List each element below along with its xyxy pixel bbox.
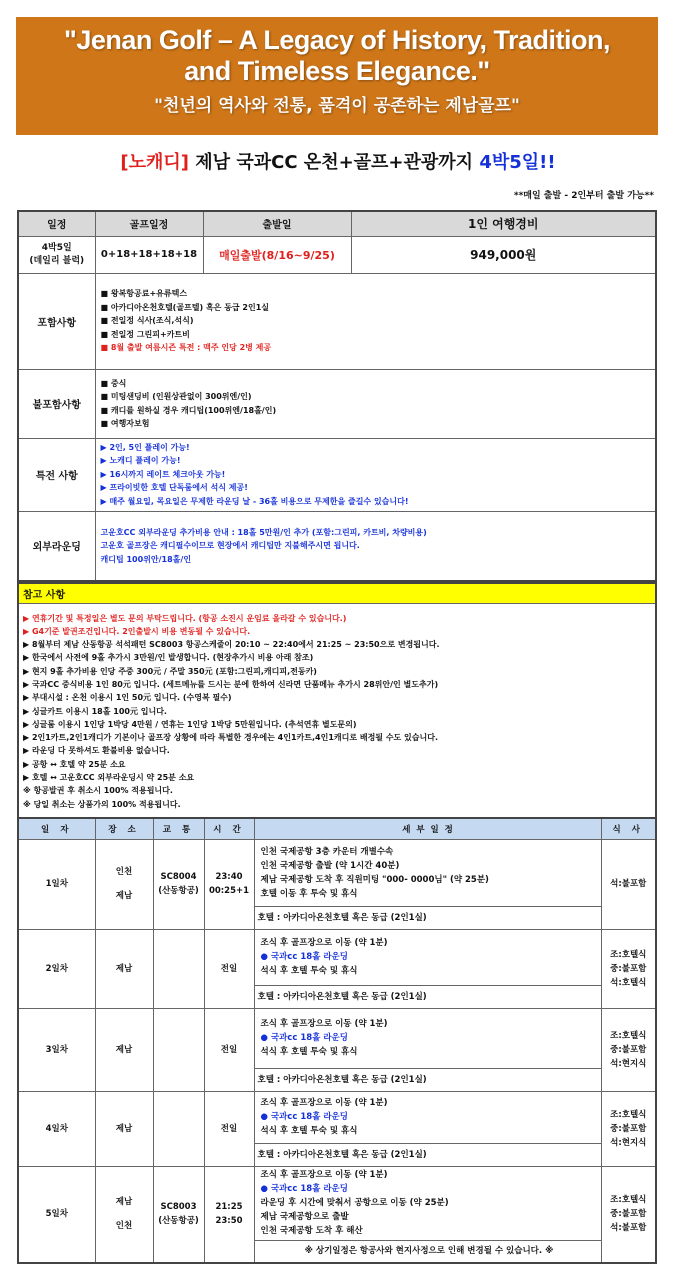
detail-line: 조식 후 골프장으로 이동 (약 1분)	[260, 1170, 388, 1180]
transport-cell	[153, 1166, 204, 1263]
detail-line: 조식 후 골프장으로 이동 (약 1분)	[260, 1019, 388, 1029]
meal-item: 조:호텔식	[610, 1195, 647, 1206]
place-cell	[95, 1008, 153, 1091]
departure-value: 매일출발(8/16~9/25)	[203, 236, 351, 273]
day-cell	[18, 839, 95, 929]
hotel-info: 호텔 : 아카디아온천호텔 혹은 동급 (2인1실)	[254, 1068, 601, 1091]
included-item: ■ 전일정 그린피+카트비	[100, 329, 190, 339]
meal-item: 중:불포함	[610, 1044, 647, 1055]
header-transport: 교 통	[153, 818, 204, 839]
notes-list	[18, 603, 656, 820]
time1: 21:25	[215, 1202, 243, 1213]
detail-line: 호텔 이동 후 투숙 및 휴식	[260, 888, 358, 899]
time-cell	[204, 1166, 254, 1263]
detail-line: ● 국과cc 18홀 라운딩	[260, 952, 348, 962]
hotel-info: 호텔 : 아카디아온천호텔 혹은 동급 (2인1실)	[254, 1143, 601, 1166]
meal-item: 석:불포함	[610, 1223, 647, 1234]
excluded-item: ■ 여행자보험	[100, 419, 150, 428]
transport2: (산동항공)	[158, 1216, 199, 1227]
included-item: ■ 아카디아온천호텔(골프텔) 혹은 동급 2인1실	[100, 302, 270, 312]
note-item: ▶ 한국에서 사전에 9홀 추가시 3만원/인 발생합니다. (현장추가시 비용 아래 참조)	[23, 653, 314, 663]
summary-table	[17, 210, 657, 582]
header-meals: 식 사	[601, 818, 656, 839]
meal-item: 중:불포함	[610, 1209, 647, 1220]
detail-line: ● 국과cc 18홀 라운딩	[260, 1184, 348, 1194]
place-cell	[95, 929, 153, 1008]
schedule-cell	[18, 236, 95, 273]
day-cell	[18, 929, 95, 1008]
transport1: SC8003	[160, 1202, 197, 1213]
meal-item: 조:호텔식	[610, 949, 647, 960]
header-time: 시 간	[204, 818, 254, 839]
transport-cell	[153, 1008, 204, 1091]
itinerary-table	[17, 817, 657, 1264]
title-main: 제남 국과CC 온천+골프+관광까지	[189, 152, 480, 173]
day-cell	[18, 1091, 95, 1166]
note-item: ▶ 공항 ↔ 호텔 약 25분 소요	[23, 759, 126, 769]
meal-item: 중:불포함	[610, 963, 647, 974]
notes-heading: 참고 사항	[18, 583, 656, 603]
meals-cell	[601, 1166, 656, 1263]
place-cell	[95, 1091, 153, 1166]
included-highlight: ■ 8월 출발 여름시즌 특전 : 맥주 인당 2병 제공	[100, 343, 272, 353]
transport1: SC8004	[160, 872, 197, 882]
benefit-item: ▶ 매주 월요일, 목요일은 무제한 라운딩 날 - 36홀 비용으로 무제한을 즐길수 있습니다!	[100, 496, 409, 506]
meal-item: 석:현지식	[610, 1058, 647, 1069]
time-cell	[204, 1008, 254, 1091]
transport-cell	[153, 839, 204, 929]
transport-cell	[153, 929, 204, 1008]
place2: 제남	[115, 891, 133, 901]
meal-item: 석:불포함	[610, 879, 647, 889]
benefit-item: ▶ 2인, 5인 플레이 가능!	[100, 442, 190, 452]
meals-cell	[601, 1008, 656, 1091]
day-cell	[18, 1166, 95, 1263]
excluded-item: ■ 미팅샌딩비 (인원상관없이 300위엔/인)	[100, 392, 252, 401]
note-item: ▶ 호텔 ↔ 고운호CC 외부라운딩시 약 25분 소요	[23, 773, 195, 783]
time2: 00:25+1	[208, 886, 250, 896]
banner-english-line1: "Jenan Golf – A Legacy of History, Tradition,	[64, 25, 610, 55]
details-cell	[254, 1166, 601, 1240]
time2: 23:50	[215, 1216, 243, 1227]
place-cell	[95, 839, 153, 929]
place1: 제남	[115, 1123, 133, 1134]
outside-label: 외부라운딩	[18, 511, 95, 581]
itinerary-row	[18, 1166, 656, 1240]
outside-item: 고운호 골프장은 캐디필수이므로 현장에서 캐디팁만 지불해주시면 됩니다.	[100, 541, 360, 550]
place-cell	[95, 1166, 153, 1263]
header-details: 세 부 일 정	[254, 818, 601, 839]
price-value: 949,000원	[351, 236, 656, 273]
note-item: ※ 항공발권 후 취소시 100% 적용됩니다.	[23, 786, 173, 796]
details-cell	[254, 1008, 601, 1068]
meals-cell	[601, 929, 656, 1008]
place1: 제남	[115, 963, 133, 974]
note-item: ▶ 싱글카트 이용시 18홀 100元 입니다.	[23, 706, 167, 716]
benefits-label: 특전 사항	[18, 438, 95, 511]
transport2: (산동항공)	[158, 886, 199, 896]
header-price: 1인 여행경비	[351, 211, 656, 236]
meal-item: 조:호텔식	[610, 1109, 647, 1120]
note-item: ▶ G4기준 발권조건입니다. 2인출발시 비용 변동될 수 있습니다.	[23, 626, 251, 636]
included-list	[95, 273, 656, 369]
detail-line: 인천 국제공항 도착 후 해산	[260, 1226, 363, 1236]
benefit-item: ▶ 16시까지 레이트 체크아웃 가능!	[100, 469, 226, 479]
day-label: 5일차	[45, 1209, 68, 1220]
detail-line: 조식 후 골프장으로 이동 (약 1분)	[260, 938, 388, 948]
note-item: ▶ 국과CC 중식비용 1인 80元 입니다. (세트메뉴를 드시는 분에 한하여 신라면 단품메뉴 추가시 28위안/인 별도추가)	[23, 679, 439, 689]
detail-line: ● 국과cc 18홀 라운딩	[260, 1112, 348, 1122]
benefits-list	[95, 438, 656, 511]
schedule-sub: (데일리 블럭)	[29, 255, 85, 266]
day-label: 3일차	[45, 1044, 68, 1055]
detail-line: 제남 국제공항 도착 후 직원미팅 "000- 0000님" (약 25분)	[260, 874, 489, 885]
itinerary-row	[18, 929, 656, 985]
place1: 제남	[115, 1197, 133, 1208]
meal-item: 조:호텔식	[610, 1030, 647, 1041]
header-day: 일 자	[18, 818, 95, 839]
excluded-label: 불포함사항	[18, 369, 95, 438]
details-cell	[254, 839, 601, 906]
header-departure: 출발일	[203, 211, 351, 236]
detail-line: 라운딩 후 시간에 맞춰서 공항으로 이동 (약 25분)	[260, 1198, 449, 1208]
detail-line: 조식 후 골프장으로 이동 (약 1분)	[260, 1098, 388, 1108]
excluded-item: ■ 중식	[100, 378, 127, 388]
time1: 전일	[220, 1044, 238, 1055]
note-item: ▶ 부대시설 : 온천 이용시 1인 50元 입니다. (수영복 필수)	[23, 693, 232, 703]
time1: 전일	[220, 1123, 238, 1134]
departure-note: **매일 출발 - 2인부터 출발 가능**	[513, 191, 654, 201]
detail-line: 석식 후 호텔 투숙 및 휴식	[260, 1047, 358, 1057]
header-golf: 골프일정	[95, 211, 203, 236]
note-item: ▶ 연휴기간 및 특정일은 별도 문의 부탁드립니다. (항공 소진시 운임료 올라갈 수 있습니다.)	[23, 613, 347, 623]
meal-item: 중:불포함	[610, 1123, 647, 1134]
meal-item: 석:현지식	[610, 1137, 647, 1148]
note-item: ※ 당일 취소는 상품가의 100% 적용됩니다.	[23, 799, 181, 809]
details-cell	[254, 929, 601, 985]
included-item: ■ 왕복항공료+유류텍스	[100, 289, 188, 299]
excluded-list	[95, 369, 656, 438]
title-tag: [노캐디]	[120, 152, 190, 173]
outside-list	[95, 511, 656, 581]
itinerary-row	[18, 839, 656, 906]
time1: 전일	[220, 963, 238, 974]
day-label: 4일차	[45, 1123, 68, 1134]
time-cell	[204, 1091, 254, 1166]
note-item: ▶ 현지 9홀 추가비용 인당 주중 300元 / 주말 350元 (포함:그린피,캐디피,전동카)	[23, 666, 317, 676]
included-item: ■ 전일정 식사(조식,석식)	[100, 316, 194, 326]
meals-cell	[601, 839, 656, 929]
itinerary-footer: ※ 상기일정은 항공사와 현지사정으로 인해 변경될 수 있습니다. ※	[254, 1240, 601, 1263]
day-cell	[18, 1008, 95, 1091]
detail-line: 석식 후 호텔 투숙 및 휴식	[260, 966, 358, 976]
header-schedule: 일정	[18, 211, 95, 236]
day-label: 1일차	[45, 879, 68, 889]
itinerary-row	[18, 1091, 656, 1143]
included-label: 포함사항	[18, 273, 95, 369]
place1: 인천	[115, 867, 133, 877]
golf-value: 0+18+18+18+18	[95, 236, 203, 273]
place2: 인천	[115, 1221, 133, 1232]
detail-line: 인천 국제공항 3층 카운터 개별수속	[260, 846, 394, 857]
transport-cell	[153, 1091, 204, 1166]
banner-english-line2: and Timeless Elegance."	[184, 56, 490, 86]
time-cell	[204, 839, 254, 929]
time1: 23:40	[215, 872, 243, 882]
meal-item: 석:호텔식	[610, 977, 647, 988]
details-cell	[254, 1091, 601, 1143]
banner-korean: "천년의 역사와 전통, 품격이 공존하는 제남골프"	[154, 96, 520, 116]
hotel-info: 호텔 : 아카디아온천호텔 혹은 동급 (2인1실)	[254, 906, 601, 929]
day-label: 2일차	[45, 963, 68, 974]
note-item: ▶ 싱글룸 이용시 1인당 1박당 4만원 / 연휴는 1인당 1박당 5만원입니다. (추석연휴 별도문의)	[23, 719, 357, 729]
outside-item: 고운호CC 외부라운딩 추가비용 안내 : 18홀 5만원/인 추가 (포함:그린피, 카트비, 차량비용)	[100, 527, 427, 537]
excluded-item: ■ 캐디를 원하실 경우 캐디팁(100위엔/18홀/인)	[100, 405, 277, 415]
hotel-info: 호텔 : 아카디아온천호텔 혹은 동급 (2인1실)	[254, 985, 601, 1008]
benefit-item: ▶ 노캐디 플레이 가능!	[100, 456, 181, 466]
benefit-item: ▶ 프라이빗한 호텔 단독룸에서 석식 제공!	[100, 483, 248, 493]
time-cell	[204, 929, 254, 1008]
itinerary-row	[18, 1008, 656, 1068]
title-banner	[16, 17, 658, 135]
meals-cell	[601, 1091, 656, 1166]
title-duration: 4박5일!!	[479, 152, 556, 173]
detail-line: ● 국과cc 18홀 라운딩	[260, 1033, 348, 1043]
outside-item: 캐디팁 100위안/18홀/인	[100, 554, 192, 564]
note-item: ▶ 2인1카트,2인1캐디가 기본이나 골프장 상황에 따라 특별한 경우에는 4인1카트,4인1캐디로 배정될 수도 있습니다.	[23, 733, 439, 743]
note-item: ▶ 8월부터 제남 산동항공 석석패턴 SC8003 항공스케줄이 20:10 ~ 22:40에서 21:25 ~ 23:50으로 변경됩니다.	[23, 640, 440, 650]
page-title	[0, 148, 676, 174]
detail-line: 석식 후 호텔 투숙 및 휴식	[260, 1126, 358, 1136]
detail-line: 제남 국제공항으로 출발	[260, 1212, 349, 1222]
place1: 제남	[115, 1044, 133, 1055]
detail-line: 인천 국제공항 출발 (약 1시간 40분)	[260, 860, 400, 871]
notes-table	[17, 582, 657, 821]
schedule-value: 4박5일	[41, 242, 72, 253]
note-item: ▶ 라운딩 다 못하셔도 환불비용 없습니다.	[23, 746, 170, 756]
header-place: 장 소	[95, 818, 153, 839]
